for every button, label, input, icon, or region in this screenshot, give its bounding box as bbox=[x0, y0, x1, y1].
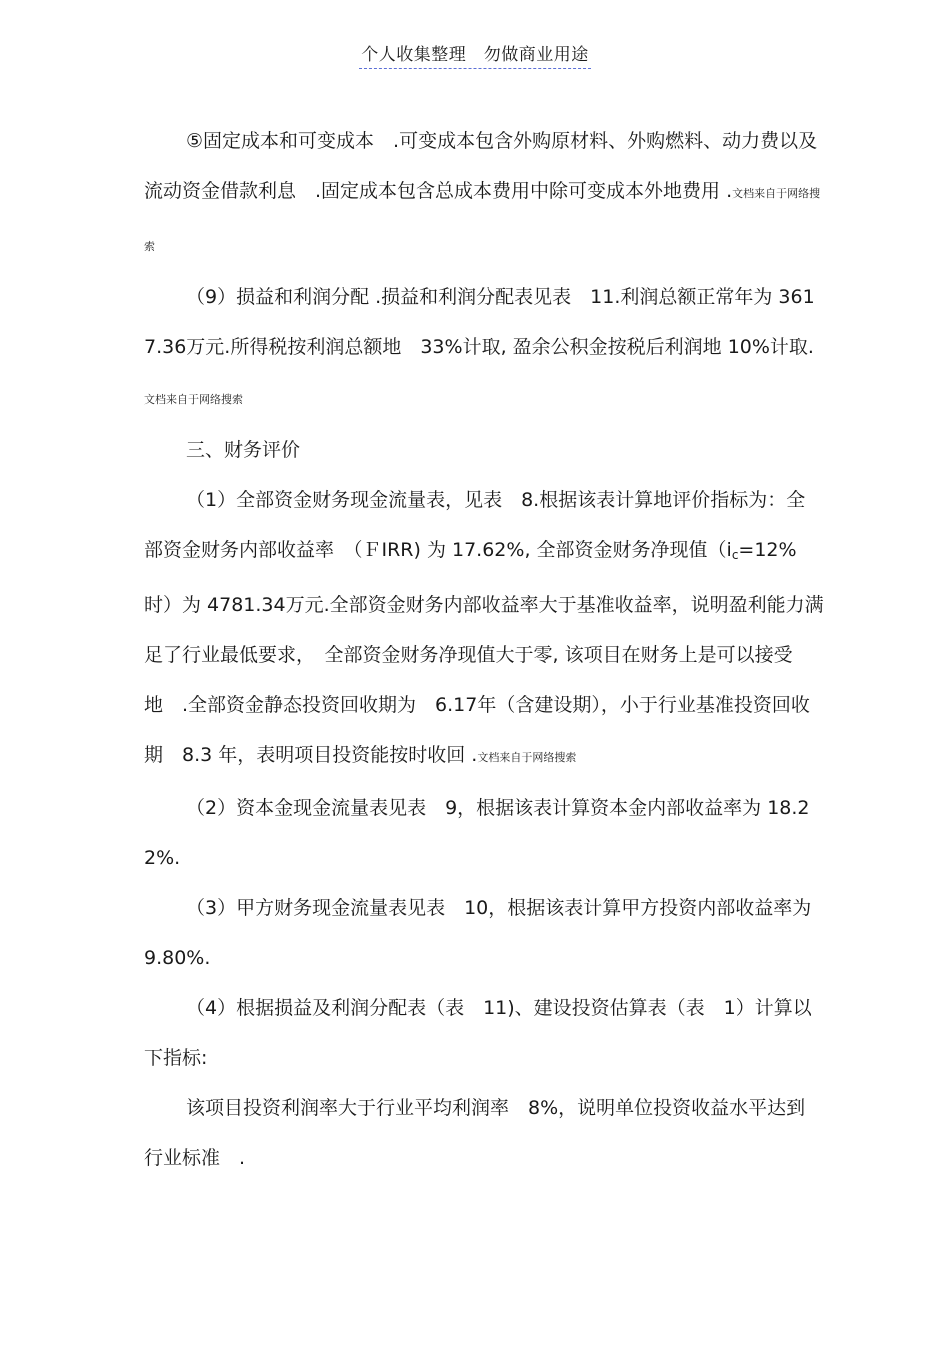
subscript: c bbox=[731, 548, 739, 562]
page-header bbox=[0, 40, 950, 69]
source-note: 文档来自于网络搜索 bbox=[144, 187, 821, 253]
paragraph-text: ⑤固定成本和可变成本 .可变成本包含外购原材料、外购燃料、动力费以及流动资金借款利息 .固定成本包含总成本费用中除可变成本外地费用 . bbox=[144, 130, 818, 202]
source-note: 文档来自于网络搜索 bbox=[144, 393, 243, 406]
header-text: 个人收集整理 勿做商业用途 bbox=[359, 40, 591, 69]
paragraph-party-a-cashflow bbox=[144, 883, 824, 983]
document-body bbox=[144, 116, 824, 1183]
source-note: 文档来自于网络搜索 bbox=[477, 751, 577, 764]
section-heading-financial-evaluation bbox=[144, 425, 824, 475]
paragraph-text: （4）根据损益及利润分配表（表 11)、建设投资估算表（表 1）计算以下指标: bbox=[144, 997, 812, 1069]
paragraph-text: （3）甲方财务现金流量表见表 10，根据该表计算甲方投资内部收益率为 9.80%. bbox=[144, 897, 812, 969]
heading-text: 三、财务评价 bbox=[186, 439, 301, 461]
paragraph-total-capital-cashflow bbox=[144, 475, 824, 783]
paragraph-indicators bbox=[144, 983, 824, 1083]
paragraph-fixed-variable-cost bbox=[144, 116, 824, 272]
paragraph-profit-rate bbox=[144, 1083, 824, 1183]
paragraph-text: （2）资本金现金流量表见表 9，根据该表计算资本金内部收益率为 18.22%. bbox=[144, 797, 810, 869]
paragraph-profit-distribution bbox=[144, 272, 824, 425]
paragraph-equity-cashflow bbox=[144, 783, 824, 883]
paragraph-text-continued: =12%时）为 4781.34万元.全部资金财务内部收益率大于基准收益率，说明盈利能力满足了行业最低要求， 全部资金财务净现值大于零, 该项目在财务上是可以接受地 .全部资金静态投资回收期为 6.17年（含建设期），小于行业基准投资回收期 8.3 年，表明项目投资能按时收回 . bbox=[144, 539, 824, 766]
paragraph-text: 该项目投资利润率大于行业平均利润率 8%，说明单位投资收益水平达到行业标准 . bbox=[144, 1097, 806, 1169]
paragraph-text: （9）损益和利润分配 .损益和利润分配表见表 11.利润总额正常年为 3617.36万元.所得税按利润总额地 33%计取, 盈余公积金按税后利润地 10%计取. bbox=[144, 286, 815, 358]
paragraph-text: （1）全部资金财务现金流量表，见表 8.根据该表计算地评价指标为：全部资金财务内部收益率 （ＦIRR) 为 17.62%, 全部资金财务净现值（i bbox=[144, 489, 806, 561]
